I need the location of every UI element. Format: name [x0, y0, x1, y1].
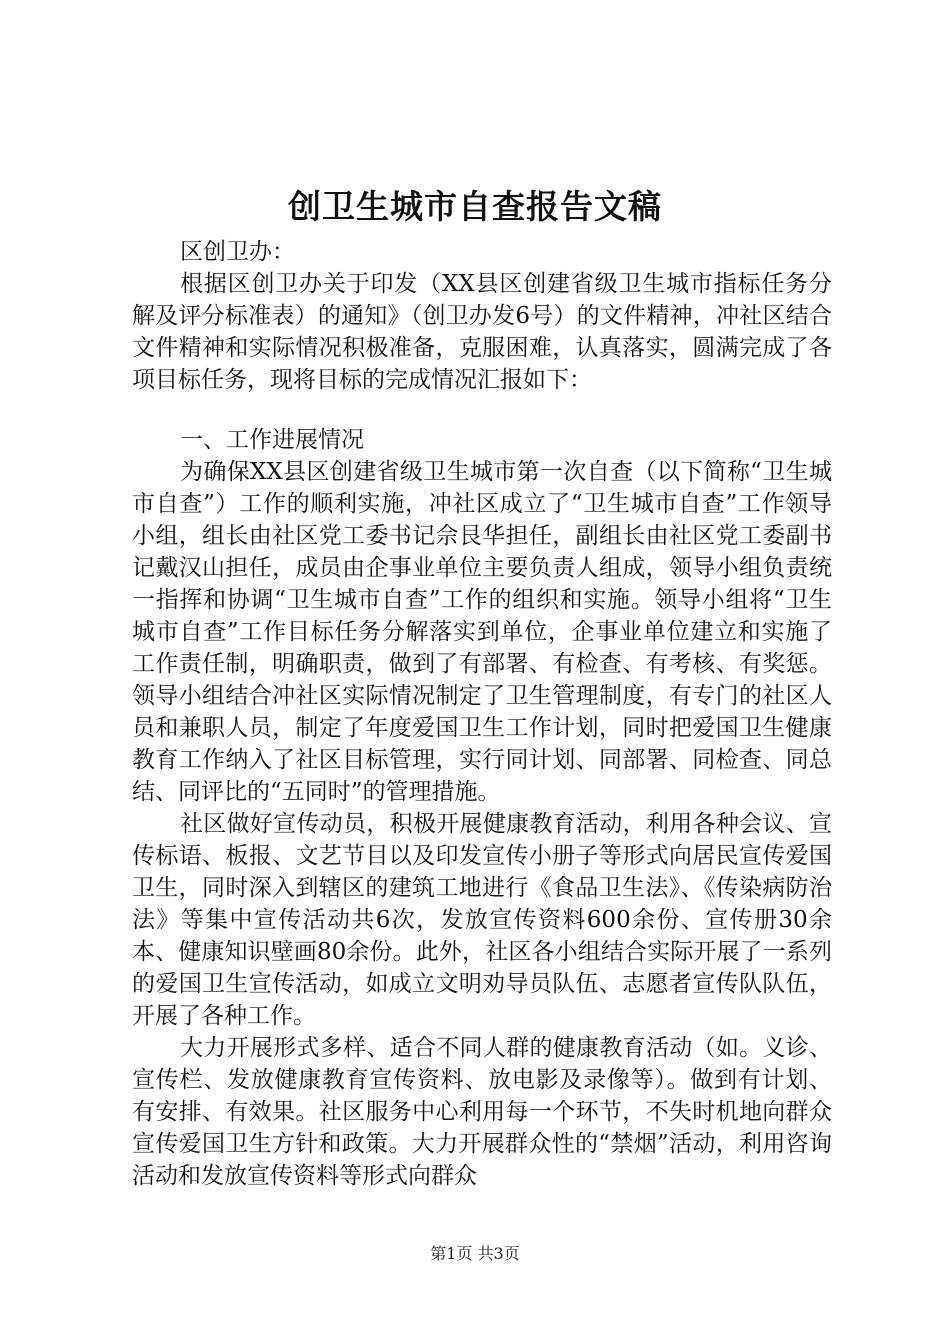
page-footer: 第1页 共3页 — [430, 1244, 520, 1263]
document-title: 创卫生城市自查报告文稿 — [288, 187, 662, 226]
document-body — [132, 236, 832, 1192]
section-heading: 一、工作进展情况 — [180, 427, 364, 453]
body-paragraph: 社区做好宣传动员，积极开展健康教育活动，利用各种会议、宣传标语、板报、文艺节目以及印发宣传小册子等形式向居民宣传爱国卫生，同时深入到辖区的建筑工地进行《食品卫生法》、《传染病防治法》等集中宣传活动共6次，发放宣传资料600余份、宣传册30余本、健康知识壁画80余份。此外，社区各小组结合实际开展了一系列的爱国卫生宣传活动，如成立文明劝导员队伍、志愿者宣传队队伍，开展了各种工作。 — [132, 811, 832, 1029]
salutation: 区创卫办： — [180, 239, 295, 265]
intro-paragraph: 根据区创卫办关于印发（XX县区创建省级卫生城市指标任务分解及评分标准表）的通知》（创卫办发6号）的文件精神，冲社区结合文件精神和实际情况积极准备，克服困难，认真落实，圆满完成了各项目标任务，现将目标的完成情况汇报如下： — [132, 271, 832, 393]
body-paragraph: 为确保XX县区创建省级卫生城市第一次自查（以下简称“卫生城市自查”）工作的顺利实施，冲社区成立了“卫生城市自查”工作领导小组，组长由社区党工委书记佘艮华担任，副组长由社区党工委副书记戴汉山担任，成员由企事业单位主要负责人组成，领导小组负责统一指挥和协调“卫生城市自查”工作的组织和实施。领导小组将“卫生城市自查”工作目标任务分解落实到单位，企事业单位建立和实施了工作责任制，明确职责，做到了有部署、有检查、有考核、有奖惩。领导小组结合冲社区实际情况制定了卫生管理制度，有专门的社区人员和兼职人员，制定了年度爱国卫生工作计划，同时把爱国卫生健康教育工作纳入了社区目标管理，实行同计划、同部署、同检查、同总结、同评比的“五同时”的管理措施。 — [132, 459, 832, 805]
body-paragraph: 大力开展形式多样、适合不同人群的健康教育活动（如。义诊、宣传栏、发放健康教育宣传资料、放电影及录像等）。做到有计划、有安排、有效果。社区服务中心利用每一个环节，不失时机地向群众宣传爱国卫生方针和政策。大力开展群众性的“禁烟”活动，利用咨询活动和发放宣传资料等形式向群众 — [132, 1035, 832, 1189]
